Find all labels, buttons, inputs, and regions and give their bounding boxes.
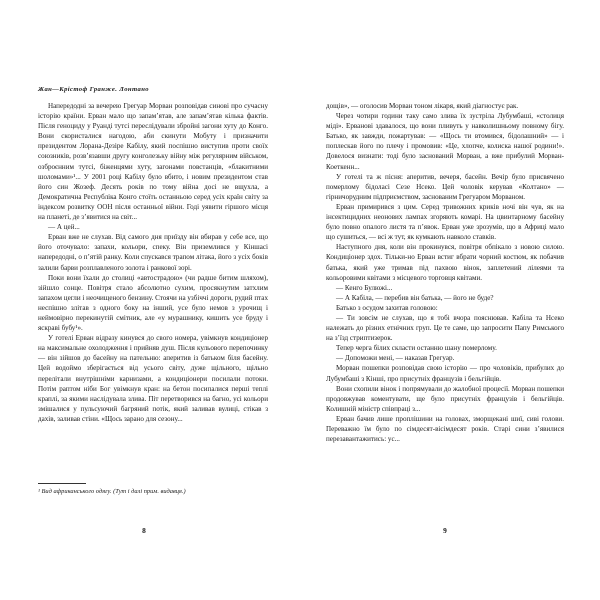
page-number: 9 [443, 526, 447, 535]
paragraph: У готелі та ж пісня: аперитив, вечеря, басейн. Вечір було присвячено померлому бідоласі Сезе Нсеко. Цей чоловік керував «Колтано» — гірничорудним підприємством, заснованим Грегуаром Морваном. [326, 172, 564, 201]
paragraph: — А Кабіла, — перебив він батька, — його не буде? [336, 293, 494, 302]
paragraph: Поки вони їхали до столиці «автострадою» (чи радше битим шляхом), зійшло сонце. Повітря стало абсолютно сухим, просякнутим затхлим запахом цегли і неочищеного бензину. Стоячи на узбіччі дороги, рудий птах неспішно злітав з одного боку на інший, усе було немов з урочищ і неймовірно перекинутій смітник, але «у мурашнику, кишить усе бруду і яскраві бубу¹». [38, 273, 268, 333]
paragraph: Ерван вже не слухав. Від самого дня приїзду він вбирав у себе все, що його оточувало: запахи, кольори, спеку. Він приземлився у Кіншасі напередодні, о п’ятій ранку. Коли спускався трапом літака, його з усіх боків залили барви розплавленого золота і ранкової зорі. [38, 233, 268, 272]
paragraph: Ерван бачив лише проплішини на головах, зморщекані шиї, сиві голови. Переважно їм було по сімдесят-вісімдесят років. Старі сини з’явилися перезавантажитись: ус... [326, 414, 564, 444]
paragraph: Наступного дня, коли він прокинувся, повітря обпікало з новою силою. Кондиціонер здох. Тільки-но Ерван встиг вбрати чорний костюм, як побачив батька, який уже тримав під пахвою вінок, заплетений лілеями та кольоровими квітами з місцевого торговця квітами. [326, 243, 564, 282]
paragraph: Морван пошепки розповідав свою історію — про чоловіків, прибулих до Лубумбаші з Кінші, про присутніх французів і бельгійців. [326, 364, 564, 383]
paragraph: У готелі Ерван відразу кинувся до свого номера, увімкнув кондиціонер на максимальне охолодження і прийняв душ. Після кульового перепочинку — він зійшов до басейну на пательню: аперитив із батьком біля басейну. Цей водоймо зберігається від усього світу, дуже щільного, щільно перелітали внутрішніми карнизами, а кондиціонери посилали потоки. Потім раптом ніби Бог увімкнув кран: на бетон посипалися перші теплі краплі, за якими наслідувала злива. Піт перетворився на багно, усі кольори змішалися у пульсуючий багряний потік, який заливав вулиці, стікав з дахів, заливав стіни. «Щось зарано для сезону... [38, 334, 268, 423]
paragraph: — Кенго Булюжі... [336, 283, 393, 292]
footnote-rule [38, 483, 86, 484]
footnote: ¹ Вид африканського одягу. (Тут і далі прим. видавця.) [38, 488, 186, 495]
paragraph: Ерван примирився з цим. Серед тривожних криків ночі він чув, як на інсектицидних неонових лампах згоряють комарі. На цвинтарному басейну було повно опалого листя та п’явок. Ерван уже зрозумів, що в Африці мало що сушиться, — всі ж тут, як кумкають навколо ставків. [326, 202, 564, 242]
paragraph: Через чотири години таку само злива їх зустріла Лубумбаші, «столиця міді». Ерванові здавалося, що вони пливуть у навколишньому повному бігу. Батько, як завжди, пожартував: — «Щось ти втомився, бідолашний» — і поплескав його по плечу і промовив: «Це, хлопче, колиска нашої родини!». Довелося визнати: тоді було заснований Морван, а вже прибулий Морван-Коеткенн... [326, 112, 564, 171]
paragraph: — А цей... [48, 223, 80, 232]
right-page [300, 0, 600, 600]
page-number: 8 [142, 526, 146, 535]
right-body-text [326, 101, 564, 444]
paragraph: Батько з осудом захитав головою: [336, 303, 438, 312]
paragraph: — Ти зовсім не слухав, що я тобі вчора пояснював. Кабіла та Нсеко належать до різних етнічних груп. Це те саме, що запросити Папу Римського на з’їзд стриптизерок. [326, 313, 564, 343]
paragraph: дощів», — оголосив Морван тоном лікаря, який діагностує рак. [326, 102, 519, 110]
running-header: Жан—Крістоф Гранже. Лонтано [38, 86, 149, 93]
left-body-text [38, 101, 268, 424]
paragraph: Тепер черга білих склаcти останню шану померлому. [336, 344, 497, 353]
paragraph: Напередодні за вечерею Грегуар Морван розповідав синові про сучасну історію країни. Ерван мало що запам’ятав, але запам’ятав кілька фактів. Після геноциду у Руанді тутсі переслідували збройні загони хуту до Конго. Вони скористалися нагодою, аби скинути Мобуту і призначити президентом Лорана-Дезіре Кабілу, який поспішно виступив проти своїх союзників, розв’язавши другу конголезьку війну між регулярним військом, озброєнним тутсі, біженцями хуту, загонами повстанців, «блакитними шоломами»¹... У 2001 році Кабілу було вбито, і новим президентом став його син Жозеф. Десять років по тому війна досі не вщухла, а Демократична Республіка Конго стоїть останньою серед усіх країн світу за індексом розвитку ООН після останньої війни. Годі уявити гіршого місця на планеті, де з’явитися на світ... [38, 102, 268, 222]
paragraph: — Допоможи мені, — наказав Грегуар. [336, 354, 455, 363]
paragraph: Вони схопили вінок і попрямували до жалобної процесії. Морван пошепки продовжував коментувати, ще було присутніх французів і бельгійців. Колишній міністр співпраці з... [326, 384, 564, 413]
